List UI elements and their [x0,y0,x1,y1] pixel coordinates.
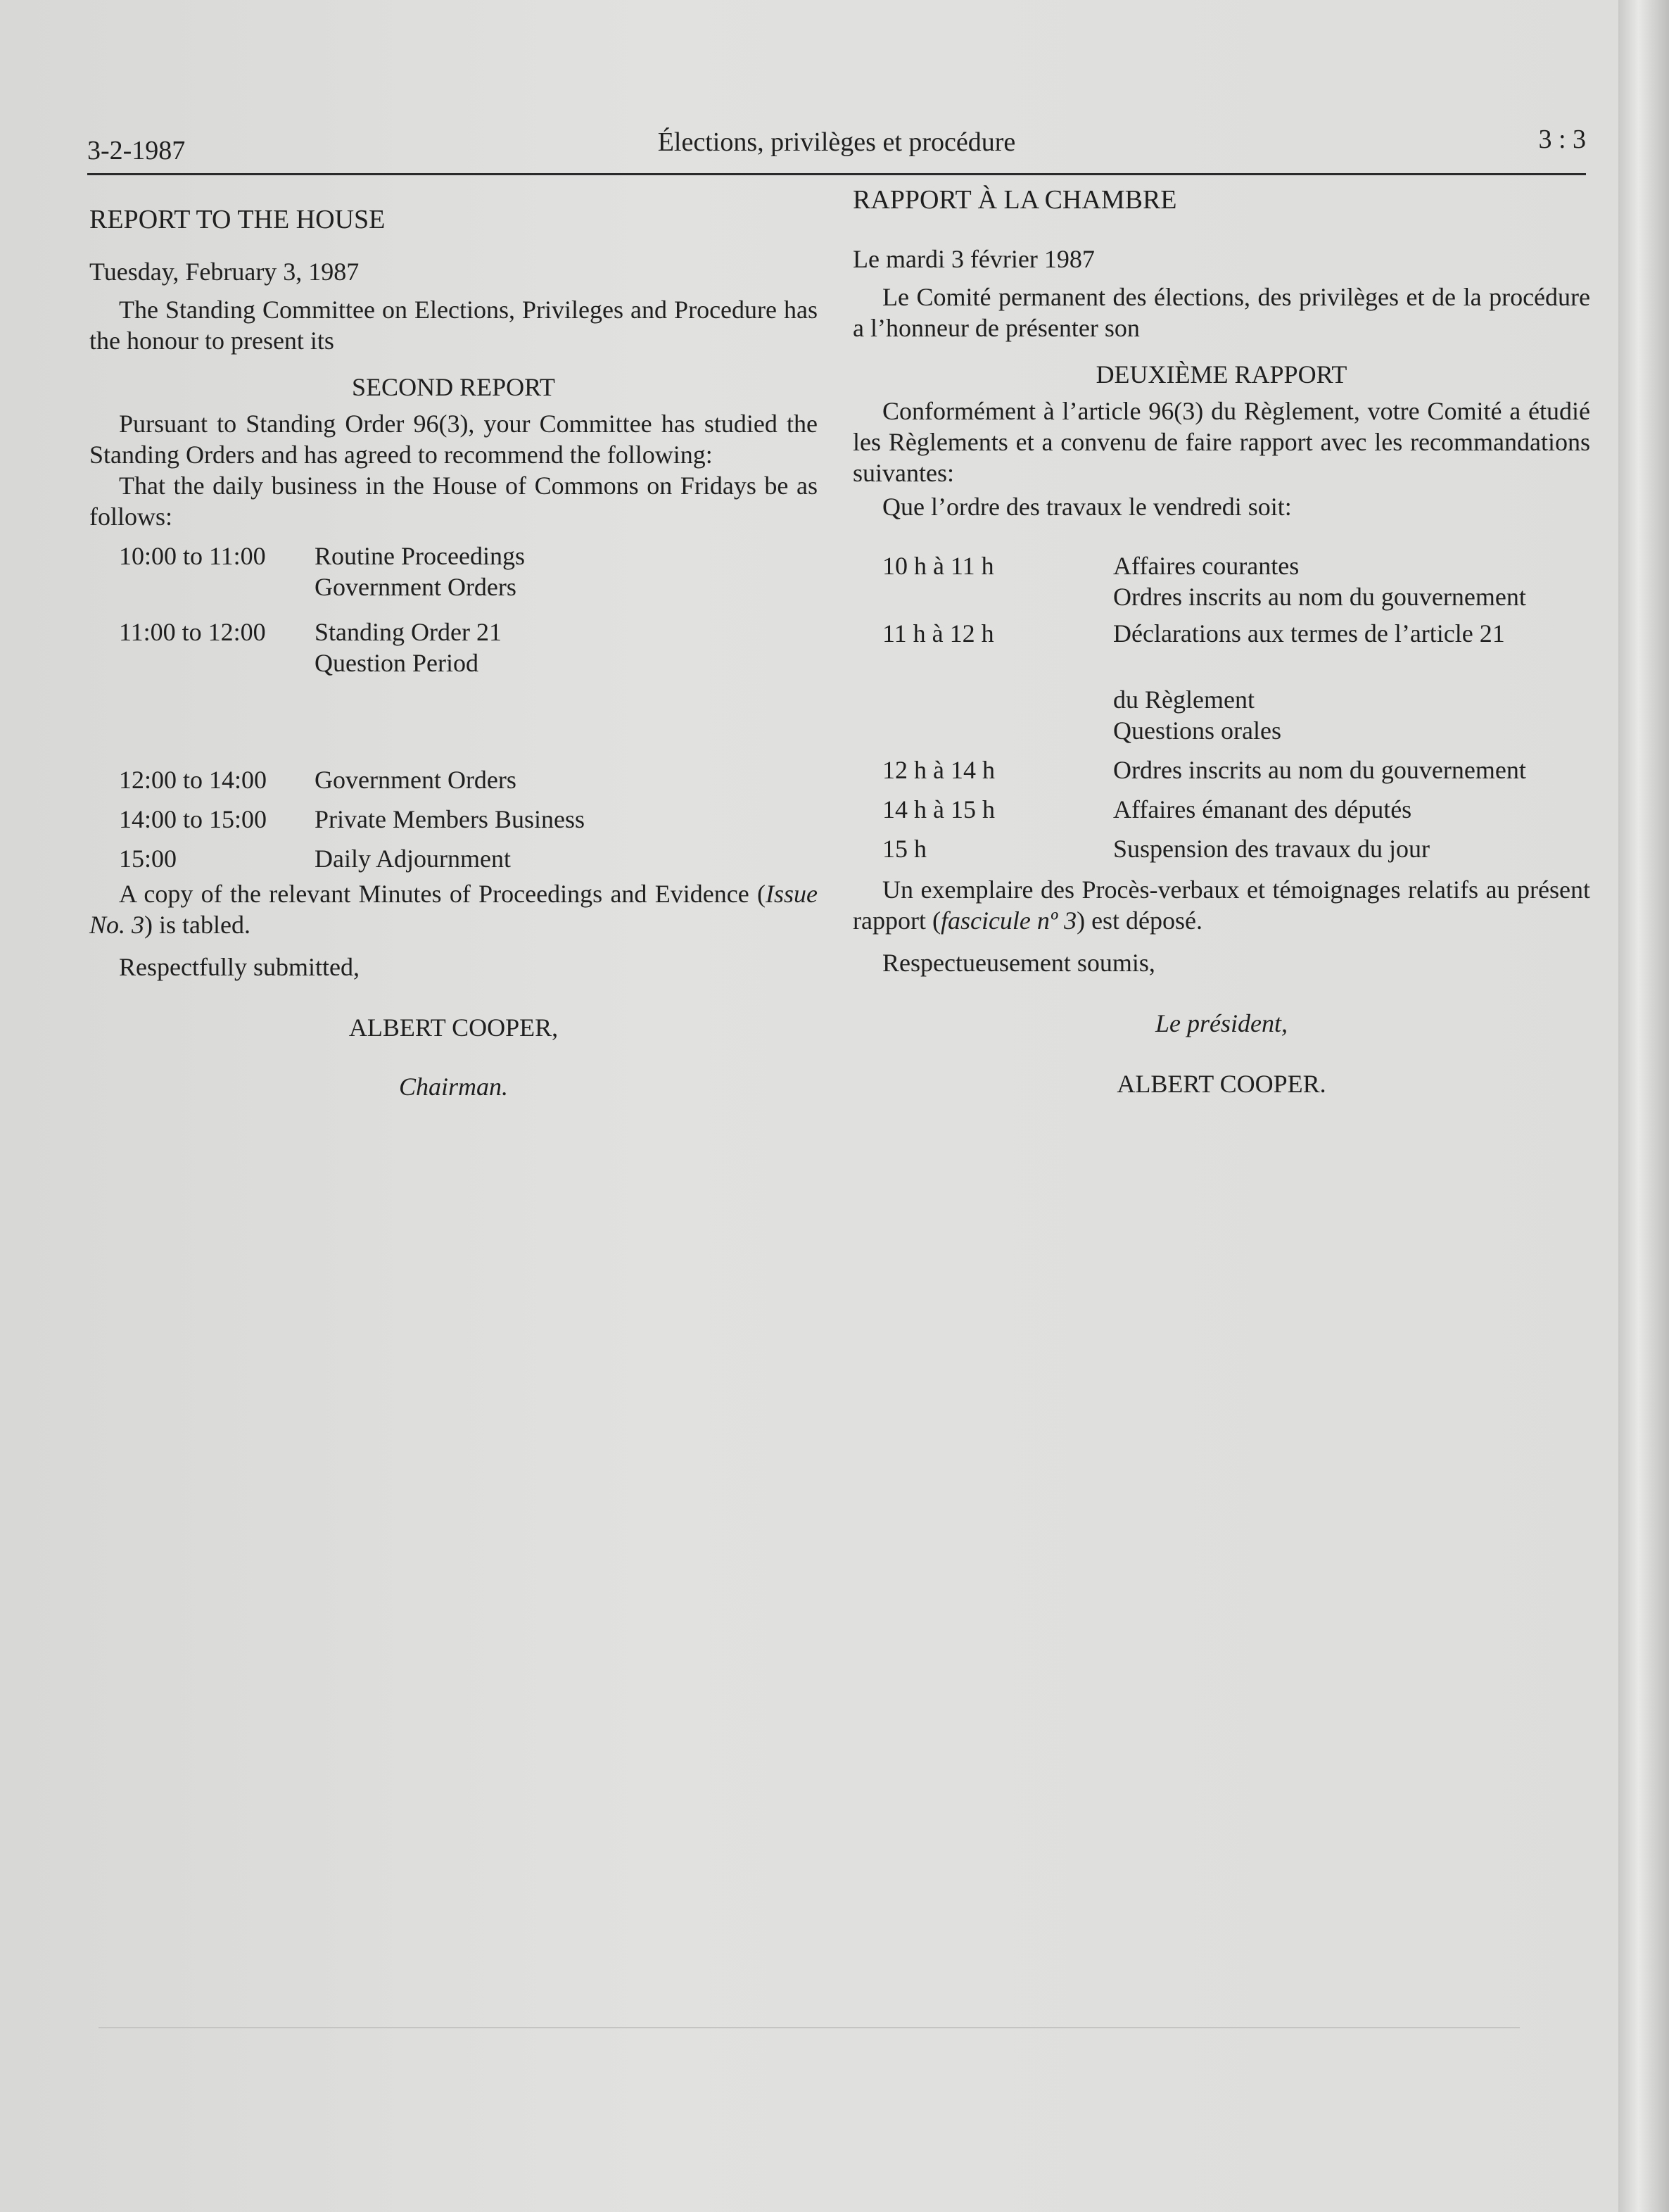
schedule-time: 11:00 to 12:00 [119,618,266,646]
header-title: Élections, privilèges et procédure [657,127,1016,157]
schedule-item: Daily Adjournment [315,845,511,873]
french-column [853,184,1590,1099]
schedule-table [853,550,1590,864]
english-column [89,204,818,1102]
bleed-through-rule [99,2027,1520,2028]
report-title: DEUXIÈME RAPPORT [1096,360,1347,388]
page-edge [1618,0,1669,2212]
tabled-copy-paragraph [853,874,1590,936]
page-number: 3 : 3 [1538,125,1586,154]
header-date: 3-2-1987 [87,136,186,165]
copy-text: ) est déposé. [1077,906,1203,935]
schedule-row [89,843,818,874]
schedule-row [89,804,818,835]
schedule-row [853,833,1590,864]
schedule-line: Routine Proceedings [315,542,525,570]
schedule-row [89,617,818,678]
schedule-line: du Règlement [1113,685,1255,714]
schedule-item: Government Orders [315,766,516,794]
report-heading: REPORT TO THE HOUSE [89,205,386,234]
schedule-row [853,550,1590,612]
tabled-copy-paragraph [89,878,818,940]
issue-reference: fascicule nº 3 [940,906,1077,935]
friday-business-paragraph: That the daily business in the House of Commons on Fridays be as follows: [89,472,818,531]
schedule-item [1113,684,1590,746]
schedule-time: 10:00 to 11:00 [119,542,266,570]
schedule-time: 10 h à 11 h [882,552,994,580]
schedule-line: Questions orales [1113,716,1281,745]
report-date: Tuesday, February 3, 1987 [89,258,360,286]
schedule-time: 14 h à 15 h [882,795,995,823]
schedule-line: Government Orders [315,573,516,601]
signatory-role: Chairman. [398,1073,509,1101]
schedule-table [89,541,818,874]
schedule-time: 12 h à 14 h [882,756,995,784]
friday-business-paragraph: Que l’ordre des travaux le vendredi soit: [882,493,1292,521]
schedule-line: Standing Order 21 [315,618,502,646]
schedule-item: Affaires émanant des députés [1113,795,1412,823]
schedule-item: Déclarations aux termes de l’article 21 [1113,619,1505,647]
schedule-time: 15:00 [119,845,177,873]
intro-paragraph: Le Comité permanent des élections, des privilèges et de la procédure a l’honneur de présenter son [853,283,1590,342]
schedule-item: Suspension des travaux du jour [1113,835,1430,863]
schedule-line: Affaires courantes [1113,552,1300,580]
report-title: SECOND REPORT [352,373,555,401]
schedule-time: 15 h [882,835,927,863]
schedule-time [853,684,1113,746]
report-date: Le mardi 3 février 1987 [853,245,1095,273]
schedule-item: Ordres inscrits au nom du gouvernement [1113,756,1526,784]
schedule-row [853,618,1590,649]
page-header [87,124,1586,175]
copy-text: Un exemplaire des Procès-verbaux et témoignages relatifs au présent rapport ( [853,876,1590,935]
schedule-row [89,764,818,795]
report-heading: RAPPORT À LA CHAMBRE [853,185,1177,215]
signatory-name: ALBERT COOPER, [348,1013,559,1042]
issue-reference: Issue No. 3 [89,880,818,939]
schedule-row [853,754,1590,785]
schedule-time: 11 h à 12 h [882,619,994,647]
schedule-row [89,541,818,602]
intro-paragraph: The Standing Committee on Elections, Privileges and Procedure has the honour to present its [89,296,818,355]
schedule-item [1113,550,1590,612]
schedule-item [315,541,818,602]
schedule-row [853,794,1590,825]
closing-line: Respectfully submitted, [119,953,360,981]
signatory-name: ALBERT COOPER. [1117,1070,1326,1098]
copy-text: ) is tabled. [144,911,250,939]
schedule-row [853,684,1590,746]
schedule-time: 12:00 to 14:00 [119,766,267,794]
schedule-time: 14:00 to 15:00 [119,805,267,833]
recommendation-paragraph: Pursuant to Standing Order 96(3), your Committee has studied the Standing Orders and has agreed to recommend the following: [89,410,818,469]
schedule-line: Question Period [315,649,478,677]
recommendation-paragraph: Conformément à l’article 96(3) du Règlement, votre Comité a étudié les Règlements et a convenu de faire rapport avec les recommandations suivantes: [853,397,1590,487]
copy-text: A copy of the relevant Minutes of Proceedings and Evidence ( [119,880,766,908]
schedule-item: Private Members Business [315,805,585,833]
schedule-line: Ordres inscrits au nom du gouvernement [1113,583,1526,611]
closing-line: Respectueusement soumis, [882,949,1155,977]
signatory-role: Le président, [1155,1009,1288,1037]
schedule-item [315,617,818,678]
